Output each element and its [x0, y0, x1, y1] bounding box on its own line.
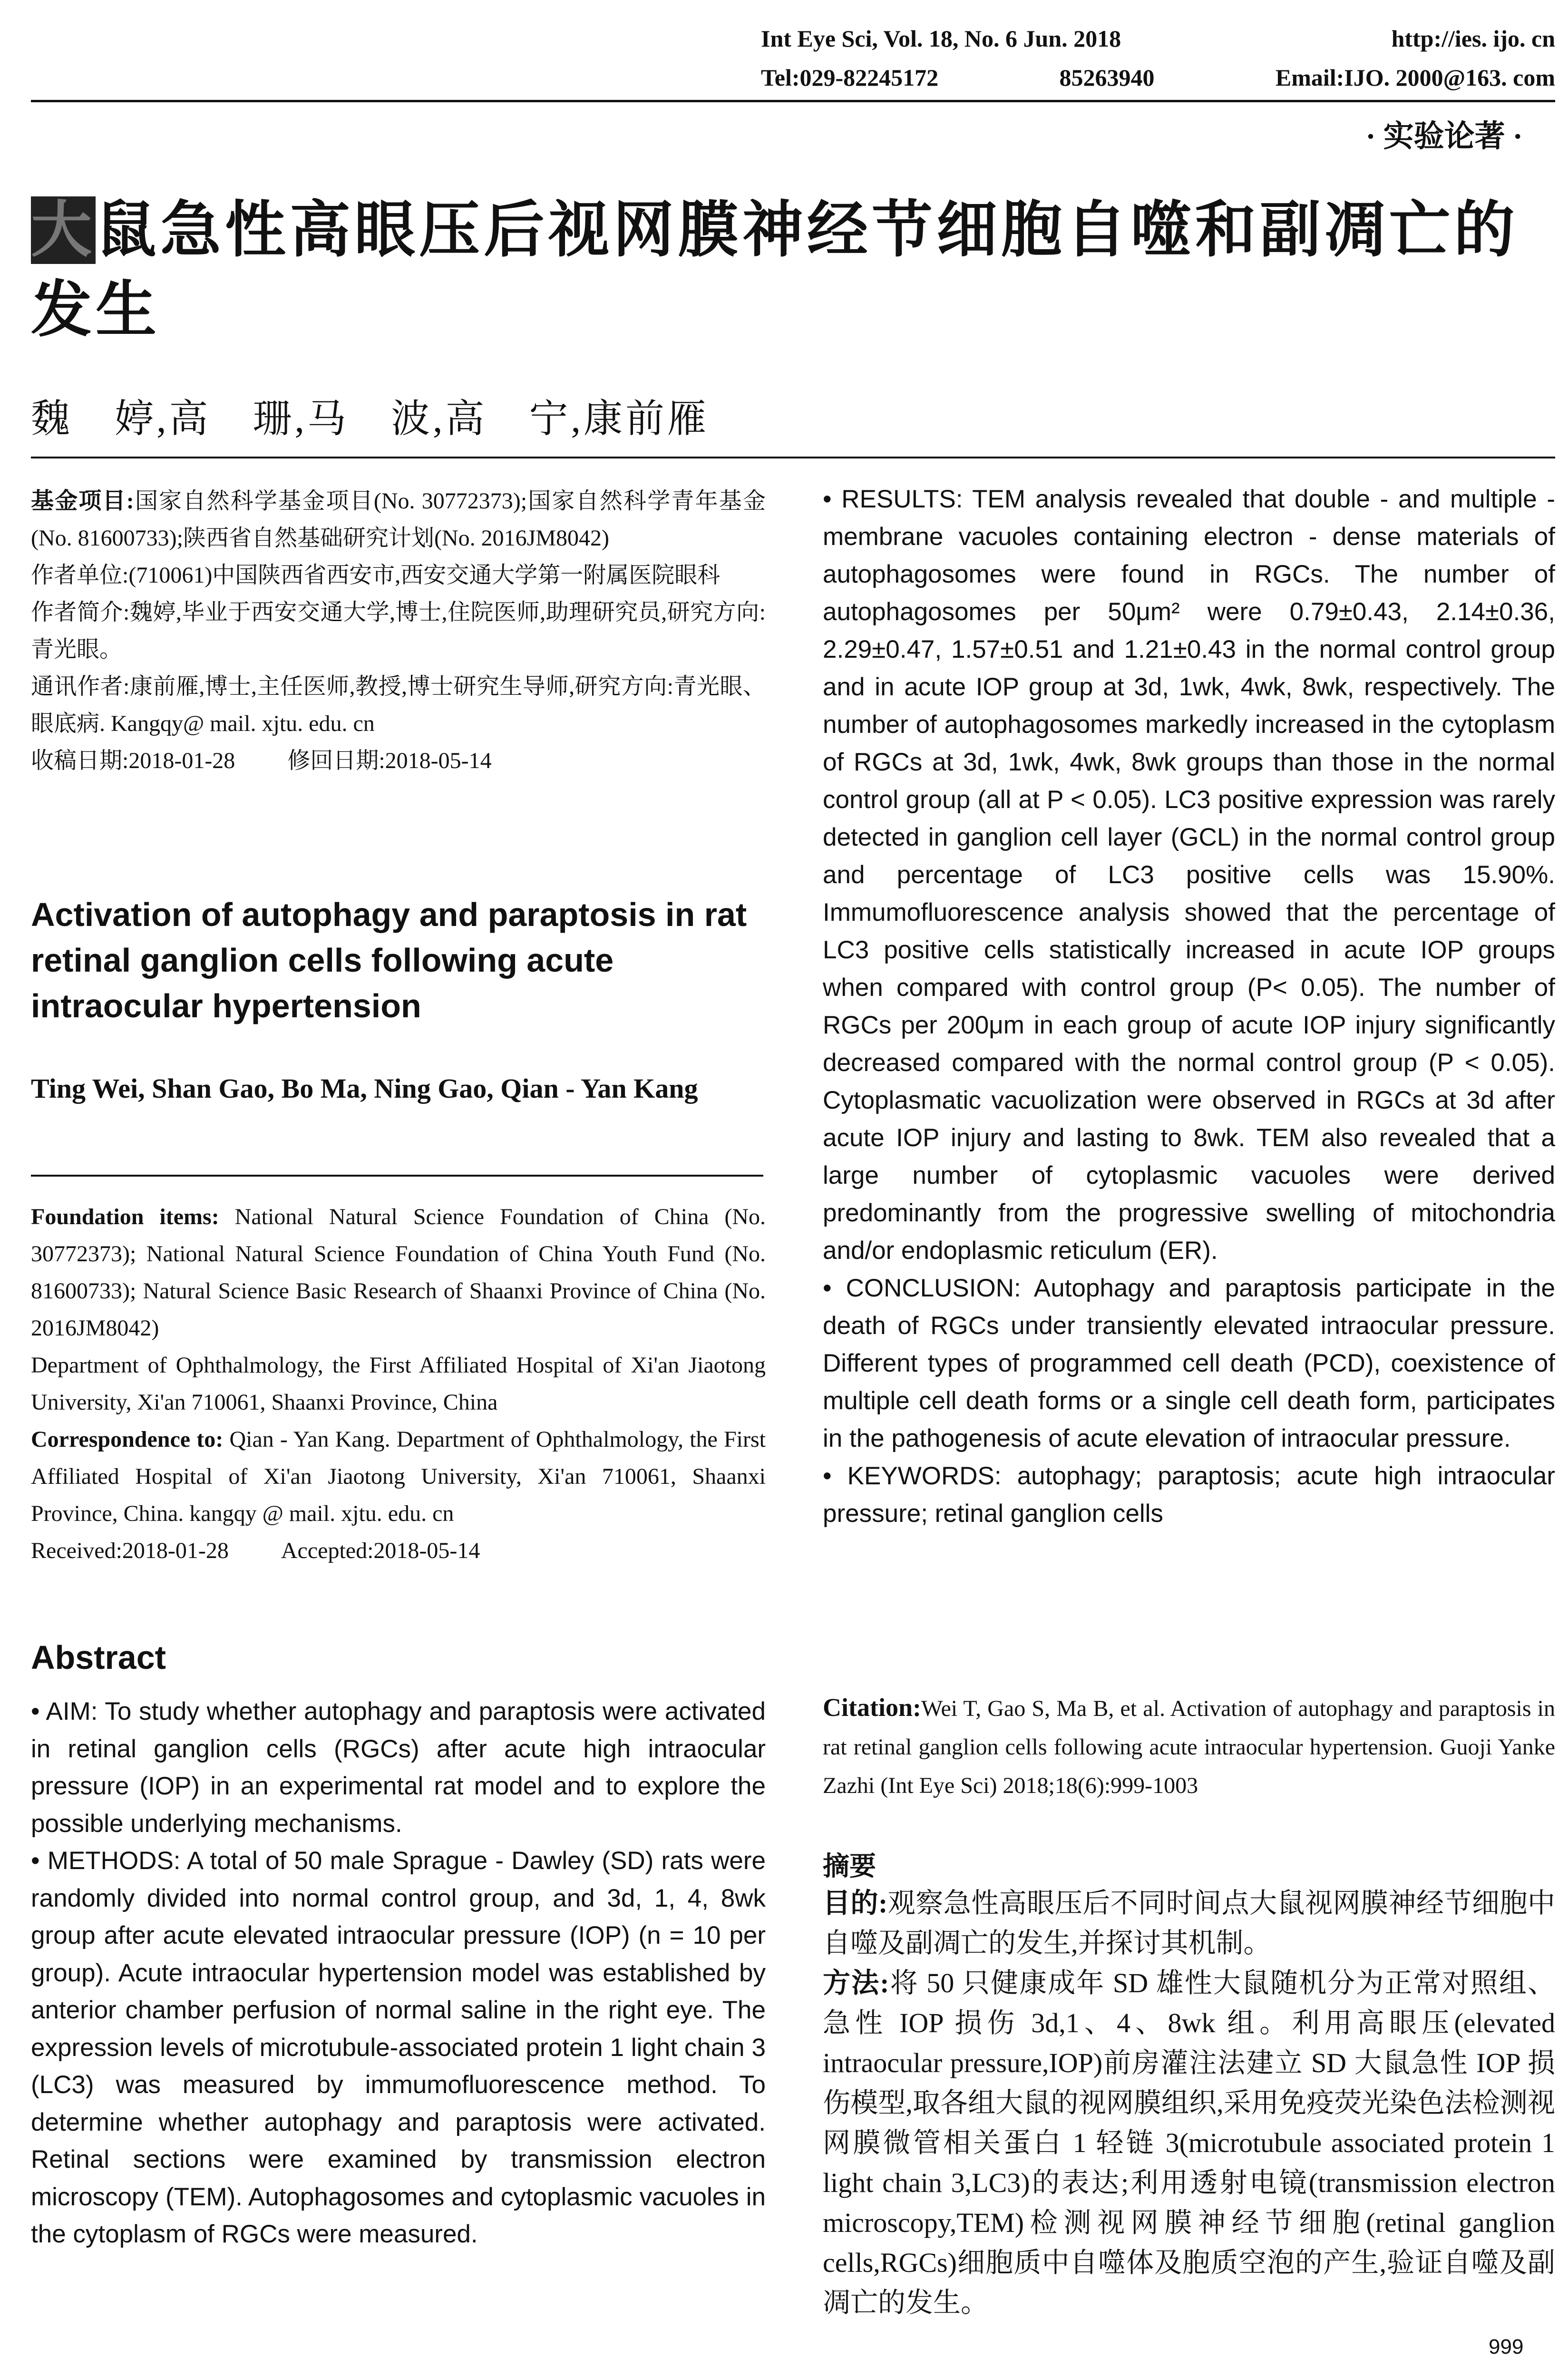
funding-info-en [31, 1198, 766, 1569]
abstract-cn-method: 将 50 只健康成年 SD 雄性大鼠随机分为正常对照组、急性 IOP 损伤 3d,1、4、8wk 组。利用高眼压(elevated intraocular pressure,IOP)前房灌注法建立 SD 大鼠急性 IOP 损伤模型,取各组大鼠的视网膜组织,采用免疫荧光染色法检测视网膜微管相关蛋白 1 轻链 3(microtubule associated protein 1 light chain 3,LC3)的表达;利用透射电镜(transmission electron microscopy,TEM)检测视网膜神经节细胞(retinal ganglion cells,RGCs)细胞质中自噬体及胞质空泡的产生,验证自噬及副凋亡的发生。 [823, 1968, 1555, 2318]
journal-citation-line: Int Eye Sci, Vol. 18, No. 6 Jun. 2018 [761, 25, 1121, 52]
abstract-cn-aim-label: 目的: [823, 1888, 888, 1919]
abstract-results: • RESULTS: TEM analysis revealed that double - and multiple - membrane vacuoles containing electron - dense materials of autophagosomes were found in RGCs. The number of autophagosomes per 50μm² were 0.79±0.43, 2.14±0.36, 2.29±0.47, 1.57±0.51 and 1.21±0.43 in the normal control group and in acute IOP group at 3d, 1wk, 4wk, 8wk, respectively. The number of autophagosomes markedly increased in the cytoplasm of RGCs at 3d, 1wk, 4wk, 8wk groups than those in the normal control group (all at P < 0.05). LC3 positive expression was rarely detected in ganglion cell layer (GCL) in the normal control group and percentage of LC3 positive cells was 15.90%. Immumofluorescence analysis showed that the percentage of LC3 positive cells statistically increased in acute IOP groups when compared with control group (P< 0.05). The number of RGCs per 200μm in each group of acute IOP injury significantly decreased compared with the normal control group (P < 0.05). Cytoplasmatic vacuolization were observed in RGCs at 3d after acute IOP injury and lasting to 8wk. TEM also revealed that a large number of cytoplasmic vacuoles were derived predominantly from the progressive swelling of mitochondria and/or endoplasmic reticulum (ER). [823, 485, 1555, 1265]
journal-url[interactable]: http://ies. ijo. cn [1391, 25, 1555, 52]
citation [823, 1688, 1555, 1805]
abstract-cn [823, 1883, 1555, 2323]
correspondence-label-en: Correspondence to: [31, 1427, 224, 1452]
correspondence-cn: 通讯作者:康前雁,博士,主任医师,教授,博士研究生导师,研究方向:青光眼、眼底病. Kangqy@ mail. xjtu. edu. cn [31, 674, 766, 736]
funding-text-cn: 国家自然科学基金项目(No. 30772373);国家自然科学青年基金(No. 81600733);陕西省自然基础研究计划(No. 2016JM8042) [31, 488, 766, 551]
accepted-date-en: Accepted:2018-05-14 [281, 1538, 480, 1563]
received-date-cn: 收稿日期:2018-01-28 [31, 748, 235, 773]
citation-text: Wei T, Gao S, Ma B, et al. Activation of autophagy and paraptosis in rat retinal ganglion cells following acute intraocular hypertension. Guoji Yanke Zazhi (Int Eye Sci) 2018;18(6):999-1003 [823, 1696, 1555, 1798]
journal-email: Email:IJO. 2000@163. com [1275, 64, 1555, 91]
journal-tel: Tel:029-82245172 [761, 64, 939, 91]
abstract-keywords: • KEYWORDS: autophagy; paraptosis; acute high intraocular pressure; retinal ganglion cells [823, 1462, 1555, 1528]
abstract-body [31, 1693, 766, 2253]
section-tag: · 实验论著 · [1365, 119, 1523, 153]
funding-label-en: Foundation items: [31, 1204, 219, 1229]
abstract-cn-heading: 摘要 [823, 1852, 876, 1881]
abstract-methods: • METHODS: A total of 50 male Sprague - Dawley (SD) rats were randomly divided into normal control group, and 3d, 1, 4, 8wk group after acute elevated intraocular pressure (IOP) (n = 10 per group). Acute intraocular hypertension model was established by anterior chamber perfusion of normal saline in the right eye. The expression levels of microtubule-associated protein 1 light chain 3 (LC3) was measured by immumofluorescence method. To determine whether autophagy and paraptosis were activated. Retinal sections were examined by transmission electron microscopy (TEM). Autophagosomes and cytoplasmic vacuoles in the cytoplasm of RGCs were measured. [31, 1847, 766, 2248]
affiliation-cn: 作者单位:(710061)中国陕西省西安市,西安交通大学第一附属医院眼科 [31, 563, 721, 588]
journal-header [761, 19, 1555, 97]
funding-label-cn: 基金项目: [31, 488, 134, 514]
abstract-conclusion: • CONCLUSION: Autophagy and paraptosis participate in the death of RGCs under transiently elevated intraocular pressure. Different types of programmed cell death (PCD), coexistence of multiple cell death forms or a single cell death form, participates in the pathogenesis of acute elevation of intraocular pressure. [823, 1274, 1555, 1452]
authors-en: Ting Wei, Shan Gao, Bo Ma, Ning Gao, Qian - Yan Kang [31, 1073, 698, 1104]
funding-text-en: National Natural Science Foundation of China (No. 30772373); National Natural Science Foundation of China Youth Fund (No. 81600733); Natural Science Basic Research of Shaanxi Province of China (No. 2016JM8042) [31, 1204, 766, 1341]
authors-cn: 魏 婷,高 珊,马 波,高 宁,康前雁 [31, 397, 710, 440]
abstract-continued [823, 480, 1555, 1532]
page-number: 999 [1489, 2335, 1524, 2358]
title-first-char: 大 [31, 196, 96, 264]
author-bio-cn: 作者简介:魏婷,毕业于西安交通大学,博士,住院医师,助理研究员,研究方向:青光眼。 [31, 600, 766, 662]
title-en: Activation of autophagy and paraptosis in rat retinal ganglion cells following acute intraocular hypertension [31, 896, 747, 1024]
citation-label: Citation: [823, 1693, 921, 1722]
title-cn-rest: 鼠急性高眼压后视网膜神经节细胞自噬和副凋亡的发生 [31, 196, 1519, 344]
abstract-aim: • AIM: To study whether autophagy and paraptosis were activated in retinal ganglion cells (RGCs) after acute high intraocular pressure (IOP) in an experimental rat model and to explore the possible underlying mechanisms. [31, 1697, 766, 1838]
revised-date-cn: 修回日期:2018-05-14 [287, 748, 492, 773]
journal-tel2: 85263940 [1059, 64, 1155, 91]
title-cn [31, 190, 1555, 350]
abstract-cn-method-label: 方法: [823, 1968, 889, 1998]
department-en: Department of Ophthalmology, the First Affiliated Hospital of Xi'an Jiaotong University, Xi'an 710061, Shaanxi Province, China [31, 1353, 766, 1415]
funding-info-cn [31, 483, 766, 779]
title-divider [31, 457, 1555, 458]
correspondence-en: Qian - Yan Kang. Department of Ophthalmology, the First Affiliated Hospital of Xi'an Jiaotong University, Xi'an 710061, Shaanxi Province, China. kangqy @ mail. xjtu. edu. cn [31, 1427, 766, 1526]
received-date-en: Received:2018-01-28 [31, 1538, 229, 1563]
header-divider [31, 100, 1555, 102]
abstract-cn-aim: 观察急性高眼压后不同时间点大鼠视网膜神经节细胞中自噬及副凋亡的发生,并探讨其机制。 [823, 1888, 1555, 1958]
authors-divider [31, 1175, 763, 1177]
abstract-heading: Abstract [31, 1639, 166, 1676]
